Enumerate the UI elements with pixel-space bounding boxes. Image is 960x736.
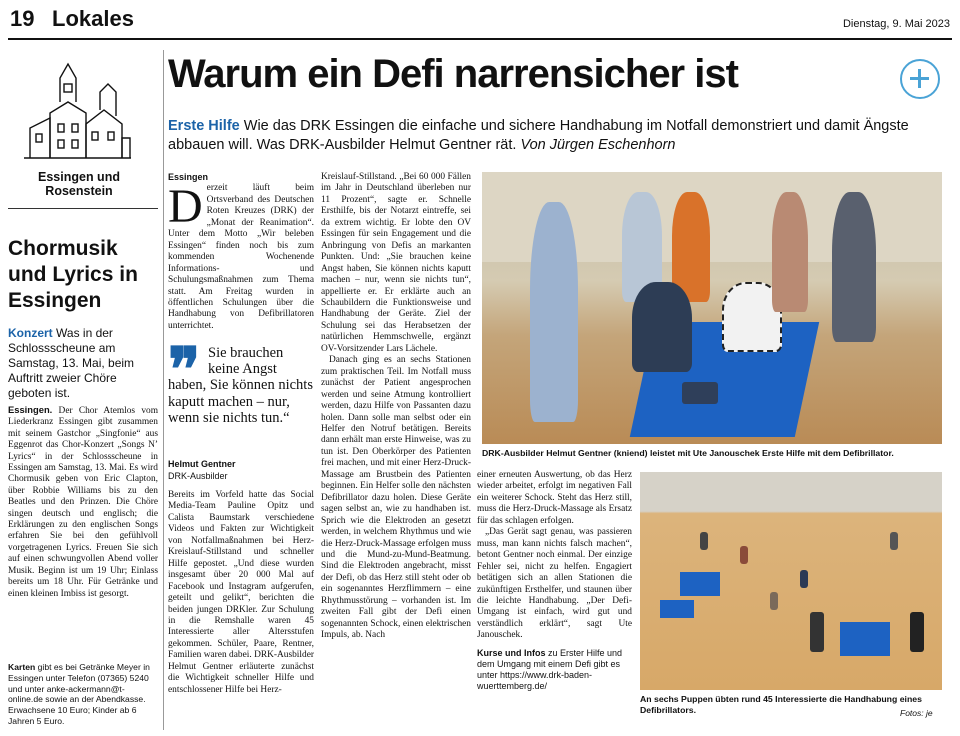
- person: [800, 570, 808, 588]
- paragraph-4: Danach ging es an sechs Stationen zum praktischen Teil. Im Notfall muss zunächst der Patient angesprochen werden und seine Atmung kontrolliert werden, dazu Hilfe von Passanten dazu holen. Dann solle man selbst oder ein Helfer den Notruf betätigen. Bereits dann erhält man erste Hinweise, was zu tun ist. Den Oberkörper des Patienten frei machen, und mit einer Herz-Druck-Massage am Brustbein des Patienten beginnen. Ein Helfer solle den nächsten Defibrillator dazu holen. Diese Geräte sagen selbst an, wie zu handhaben ist. Sprich wie die Elektroden an gesetzt werden, in welchem Rhythmus und wie die Herz-Druck-Massage erfolgen muss und die Mund-zu-Mund-Beatmung. Sind die Elektroden angebracht, misst der Defi, ob das Herz still steht oder ob ein sogenanntes Herzflimmern – eine Rhythmusstörung – vorhanden ist. Im zweiten Fall gibt der Defi einen sogenannten Schock, einen elektrischen Impuls, ab. Nach: [321, 355, 471, 641]
- plus-icon[interactable]: [900, 59, 940, 99]
- person: [832, 192, 876, 342]
- pull-quote-text-b: haben, Sie können nichts kaputt machen – nur, wenn sie nichts tun.“: [168, 377, 313, 426]
- issue-date: Dienstag, 9. Mai 2023: [842, 18, 950, 30]
- side-info-keyword: Karten: [8, 662, 36, 672]
- side-info-text: gibt es bei Getränke Meyer in Essingen unter Telefon (07365) 5240 und unter anke-ackermann@t-online.de sowie an der Abendkasse. Erwachsene 10 Euro; Kinder ab 6 Jahren 5 Euro.: [8, 662, 150, 726]
- quote-role: DRK-Ausbilder: [168, 471, 228, 481]
- logo-caption: Essingen und Rosenstein: [38, 170, 120, 198]
- quote-mark-icon: ❞: [168, 336, 201, 403]
- article-column-2: [321, 172, 471, 712]
- side-teaser-keyword: Konzert: [8, 326, 53, 340]
- paragraph-2: Bereits im Vorfeld hatte das Social Media-Team Pauline Opitz und Calista Baumstark verschiedene Videos und Fakten zur Wichtigkeit von Notfallmaßnahmen bei Herz-Kreislauf-Stillstand und schneller Hilfe gepostet. „Und diese wurden insgesamt über 20 000 Mal auf Facebook und Instagram aufgerufen, geteilt und gelikt“, berichten die beiden jungen DRKler. Zur Schulung in die Remshalle waren 45 Interessierte aller Altersstufen gekommen. Schüler, Paare, Rentner, Familien waren dabei. DRK-Ausbilder Helmut Gentner erläuterte zunächst die Wichtigkeit schneller Hilfe und entschlossener Hilfe bei Herz-: [168, 490, 314, 695]
- town-skyline-logo: [20, 58, 135, 166]
- subheadline-text: Wie das DRK Essingen die einfache und sichere Handhabung im Notfall demonstriert und damit Ängste abbauen will. Was DRK-Ausbilder Helmut Gentner rät.: [168, 118, 909, 153]
- photo-caption-2: An sechs Puppen übten rund 45 Interessierte die Handhabung eines Defibrillators.: [640, 694, 922, 715]
- pull-quote-attribution: [168, 458, 314, 482]
- divider: [8, 208, 158, 209]
- photo-caption-1: DRK-Ausbilder Helmut Gentner (kniend) leistet mit Ute Janouschek Erste Hilfe mit dem Defibrillator.: [482, 448, 894, 458]
- article-subheadline: [168, 117, 948, 155]
- photo-cpr-training: [482, 172, 942, 444]
- quote-name: Helmut Gentner: [168, 459, 236, 469]
- person: [530, 202, 578, 422]
- person: [772, 192, 808, 312]
- article-column-1: [168, 172, 314, 332]
- blue-mat: [660, 600, 694, 618]
- article-dateline: Essingen: [168, 172, 209, 182]
- paragraph-3: Kreislauf-Stillstand. „Bei 60 000 Fällen im Jahr in Deutschland überleben nur 11 Prozent“, sagte er. Schnelle Ersthilfe, bis der Notarzt eintreffe, sei da extrem wichtig. Er lobte den OV Essingen für sein Engagement und die Anbringung von Defis an markanten Punkten. Und: „Sie brauchen keine Angst haben, Sie können nichts kaputt machen – nur, wenn sie nichts tun“, appellierte er. Er erklärte auch an Schaubildern die Funktionsweise und Handhabung der Geräte. Ziel der Schulung sei das Herabsetzen der natürlichen Hemmschwelle, ergänzt OV-Vorsitzender Lars Lächele.: [321, 172, 471, 354]
- side-body-text: Der Chor Atemlos vom Liederkranz Essingen gibt zusammen mit seinem Gastchor „Singfonie“ aus Eggenrot das Chor-Konzert „Songs N’ Lyrics“ in der Schlossscheune in Essingen am Samstag, 13. Mai. Es wird Chormusik geben von Eric Clapton, über Robbie Williams bis zu den Beatles und den Prinzen. Die Chöre singen deutsch und englisch; die Erklärungen zu den englischen Songs erfahren Sie bei den gefühlvoll vorgetragenen Lyrics. Freuen Sie sich auf einen schwungvollen Abend voller Musik. Beginn ist um 19 Uhr; Einlass bereits um 18 Uhr. Für Getränke und einen kleinen Imbiss ist gesorgt.: [8, 406, 158, 599]
- photo-gym-stations: [640, 472, 942, 690]
- article-author: Von Jürgen Eschenhorn: [520, 137, 676, 153]
- article-headline: Warum ein Defi narrensicher ist: [168, 52, 738, 96]
- photo-credit: Fotos: je: [900, 708, 933, 718]
- person: [810, 612, 824, 652]
- page-header: [8, 2, 952, 40]
- person: [700, 532, 708, 550]
- page-number: 19: [10, 6, 35, 31]
- side-story-headline: Chormusik und Lyrics in Essingen: [8, 237, 138, 312]
- side-story-teaser: [8, 326, 158, 401]
- subheadline-keyword: Erste Hilfe: [168, 118, 240, 134]
- article-info: [477, 648, 632, 692]
- side-dateline: Essingen.: [8, 404, 53, 415]
- person: [910, 612, 924, 652]
- side-story-body: [8, 404, 158, 600]
- blue-mat: [680, 572, 720, 596]
- person: [890, 532, 898, 550]
- paragraph-1: erzeit läuft beim Ortsverband des Deutschen Roten Kreuzes (DRK) der „Monat der Reanimation“. Unter dem Motto „Wir beleben Essingen“ finden noch bis zum kommenden Wochenende Informations- und Schulungsmaßnahmen zum Thema statt. Am Freitag wurden in öffentlichen Schulungen über die Handhabung von Defibrillatoren unterrichtet.: [168, 183, 314, 331]
- side-story-info: [8, 662, 158, 727]
- blue-mat: [840, 622, 890, 656]
- person: [770, 592, 778, 610]
- column-rule: [163, 50, 164, 730]
- section-title: Lokales: [52, 6, 134, 31]
- paragraph-5: einer erneuten Auswertung, ob das Herz wieder arbeitet, erfolgt im negativen Fall ein weiterer Schock. Steht das Herz still, muss die Herz-Druck-Massage als Ersatz für das schlagen erfolgen.: [477, 470, 632, 526]
- article-column-3: [477, 470, 632, 692]
- pull-quote: [168, 336, 314, 426]
- article-info-keyword: Kurse und Infos: [477, 647, 546, 658]
- pull-quote-text-a: Sie brauchen keine Angst: [208, 345, 284, 378]
- drop-cap: D: [168, 180, 203, 234]
- person: [632, 282, 692, 372]
- article-info-text: zu Erster Hilfe und dem Umgang mit einem Defi gibt es unter https://www.drk-baden-wuerttemberg.de/: [477, 647, 623, 691]
- defibrillator: [682, 382, 718, 404]
- paragraph-6: „Das Gerät sagt genau, was passieren muss, man kann nichts falsch machen“, betont Gentner noch einmal. Der einzige Fehler sei, nicht zu helfen. Engagiert betätigen sich an allen Stationen die zukünftigen Ersthelfer, und staunen über die leichte Handhabung. „Der Defi-Umgang ist einfach, wird gut und verständlich erklärt“, sagt Ute Janouschek.: [477, 527, 632, 641]
- article-column-1b: [168, 490, 314, 696]
- side-teaser-text: Was in der Schlossscheune am Samstag, 13. Mai, beim Auftritt zweier Chöre geboten ist.: [8, 326, 135, 400]
- person: [740, 546, 748, 564]
